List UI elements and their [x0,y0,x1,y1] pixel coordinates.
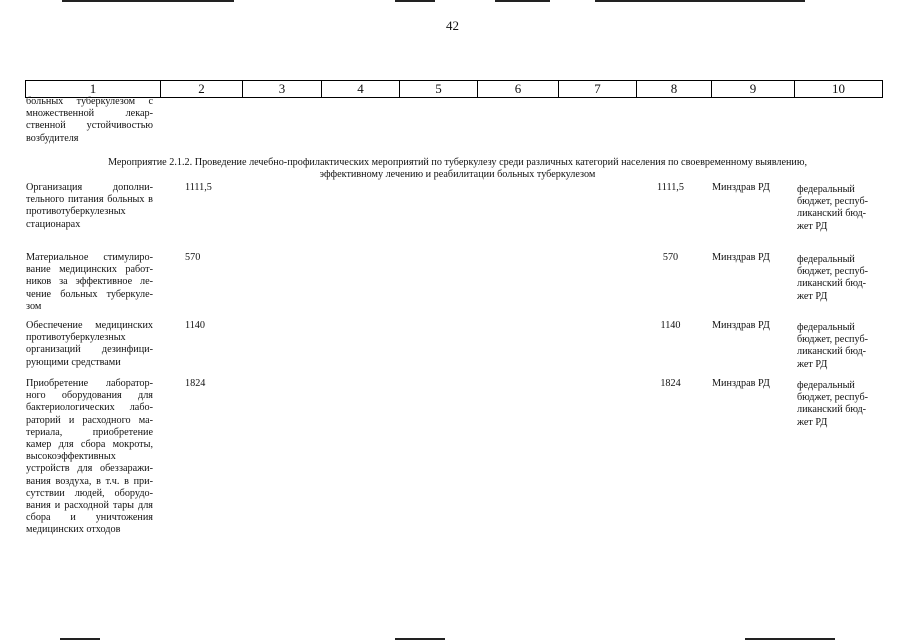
table-header-cell: 8 [637,81,712,97]
measure-heading [70,157,845,182]
row-amount-col8: 570 [662,252,679,263]
continued-row-text: больных туберкулезом с множественной лекар-ственной устойчивостью возбудителя [26,96,153,144]
row-funding-source: федеральный бюджет, респуб-ликанский бюд-жет РД [797,322,869,370]
row-description: Обеспечение медицинских противотуберкулезных организаций дезинфици-рующими средствами [26,320,153,368]
measure-heading-line: Мероприятие 2.1.2. Проведение лечебно-профилактических мероприятий по туберкулезу среди различных категорий населения по своевременному выявлению, [107,157,808,168]
row-amount-col2: 1140 [185,320,205,331]
row-description: Организация дополни-тельного питания больных в противотуберкулезных стационарах [26,182,153,230]
table-header-cell: 9 [712,81,795,97]
row-amount-col2: 570 [185,252,201,263]
scan-mark [495,0,550,2]
table-header-cell: 5 [400,81,478,97]
table-header-cell: 4 [322,81,400,97]
row-funding-source: федеральный бюджет, респуб-ликанский бюд-жет РД [797,380,869,428]
table-header-cell: 6 [478,81,559,97]
table-header-cell: 1 [26,81,161,97]
row-executor: Минздрав РД [712,378,770,389]
table-header-cell: 2 [161,81,243,97]
table-header-cell: 7 [559,81,637,97]
measure-heading-line: эффективному лечению и реабилитации больных туберкулезом [319,169,596,181]
row-amount-col8: 1824 [660,378,681,389]
row-amount-col8: 1140 [660,320,681,331]
scan-mark [595,0,805,2]
row-description: Материальное стимулиро-вание медицинских работ-ников за эффективное ле-чение больных туберкуле-зом [26,252,153,312]
table-header-cell: 10 [795,81,883,97]
row-funding-source: федеральный бюджет, респуб-ликанский бюд-жет РД [797,254,869,302]
row-executor: Минздрав РД [712,252,770,263]
row-executor: Минздрав РД [712,182,770,193]
table-header-cell: 3 [243,81,322,97]
table-header-row [25,80,883,98]
scan-mark [395,0,435,2]
scan-mark [62,0,234,2]
row-amount-col2: 1111,5 [185,182,212,193]
row-amount-col2: 1824 [185,378,206,389]
row-executor: Минздрав РД [712,320,770,331]
row-amount-col8: 1111,5 [657,182,684,193]
page-number: 42 [446,18,459,33]
row-description: Приобретение лаборатор-ного оборудования для бактериологических лабо-раторий и расходного ма-териала, приобретение камер для сбора мокроты, высокоэффективных устройств для обеззаражи-вания воздуха, в т.ч. в при-сутствии людей, оборудо-вания и расходной тары для сбора и уничтожения медицинских отходов [26,378,153,536]
row-funding-source: федеральный бюджет, респуб-ликанский бюд-жет РД [797,184,869,232]
